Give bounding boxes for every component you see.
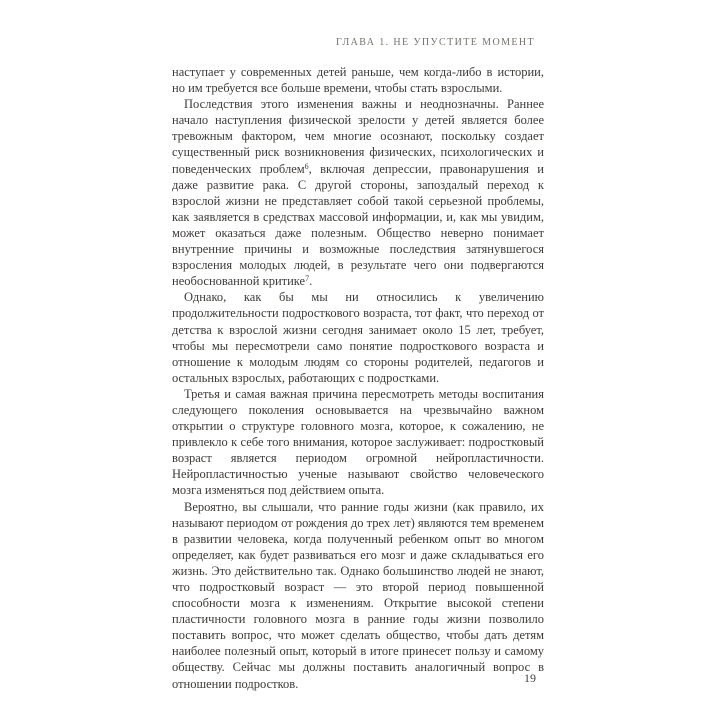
paragraph xyxy=(172,499,544,692)
running-head-chapter-title: ГЛАВА 1. НЕ УПУСТИТЕ МОМЕНТ xyxy=(336,37,535,48)
text-run: наступает у современных детей раньше, чем когда-либо в истории, но им требуется все больше времени, чтобы стать взрослыми. xyxy=(172,65,544,96)
footnote-marker: 7 xyxy=(305,274,310,284)
text-run: Третья и самая важная причина пересмотреть методы воспитания следующего поколения основывается на чрезвычайно важном открытии о структуре головного мозга, которое, к сожалению, не привлекло к себе того внимания, которое заслуживает: подростковый возраст является периодом огромной нейропластичности. Нейропластичностью ученые называют свойство человеческого мозга изменяться под действием опыта. xyxy=(172,386,544,498)
footnote-marker: 6 xyxy=(304,161,309,171)
text-run: Вероятно, вы слышали, что ранние годы жизни (как правило, их называют периодом от рождения до трех лет) являются тем временем в развитии человека, когда полученный ребенком опыт во многом определяет, как будет развиваться его мозг и даже складываться его жизнь. Это действительно так. Однако большинство людей не знают, что подростковый возраст — это второй период повышенной способности мозга к изменениям. Открытие высокой степени пластичности головного мозга в ранние годы жизни позволило поставить вопрос, что может сделать общество, чтобы дать детям наиболее полезный опыт, который в итоге принесет пользу и самому обществу. Сейчас мы должны поставить аналогичный вопрос в отношении подростков. xyxy=(172,499,544,691)
text-run: Однако, как бы мы ни относились к увеличению продолжительности подросткового возраста, тот факт, что переход от детства к взрослой жизни сегодня занимает около 15 лет, требует, чтобы мы пересмотрели само понятие подросткового возраста и отношение к молодым людям со стороны родителей, педагогов и остальных взрослых, работающих с подростками. xyxy=(172,290,544,385)
paragraph xyxy=(172,64,544,96)
paragraph xyxy=(172,386,544,499)
text-run: . xyxy=(309,274,313,289)
body-text xyxy=(172,64,544,692)
paragraph xyxy=(172,289,544,386)
text-run: , включая депрессии, правонарушения и даже развитие рака. С другой стороны, запоздалый переход к взрослой жизни не представляет собой такой серьезной проблемы, как заявляется в средствах массовой информации, и, как мы увидим, может оказаться даже полезным. Общество неверно понимает внутренние причины и возможные последствия затянувшегося взросления молодых людей, в результате чего они подвергаются необоснованной критике xyxy=(172,161,544,289)
paragraph xyxy=(172,96,544,289)
text-run: Последствия этого изменения важны и неоднозначны. Раннее начало наступления физической зрелости у детей является более тревожным фактором, чем многие осознают, поскольку создает существенный риск возникновения физических, психологических и поведенческих проблем xyxy=(172,97,544,176)
page-number: 19 xyxy=(524,671,536,685)
